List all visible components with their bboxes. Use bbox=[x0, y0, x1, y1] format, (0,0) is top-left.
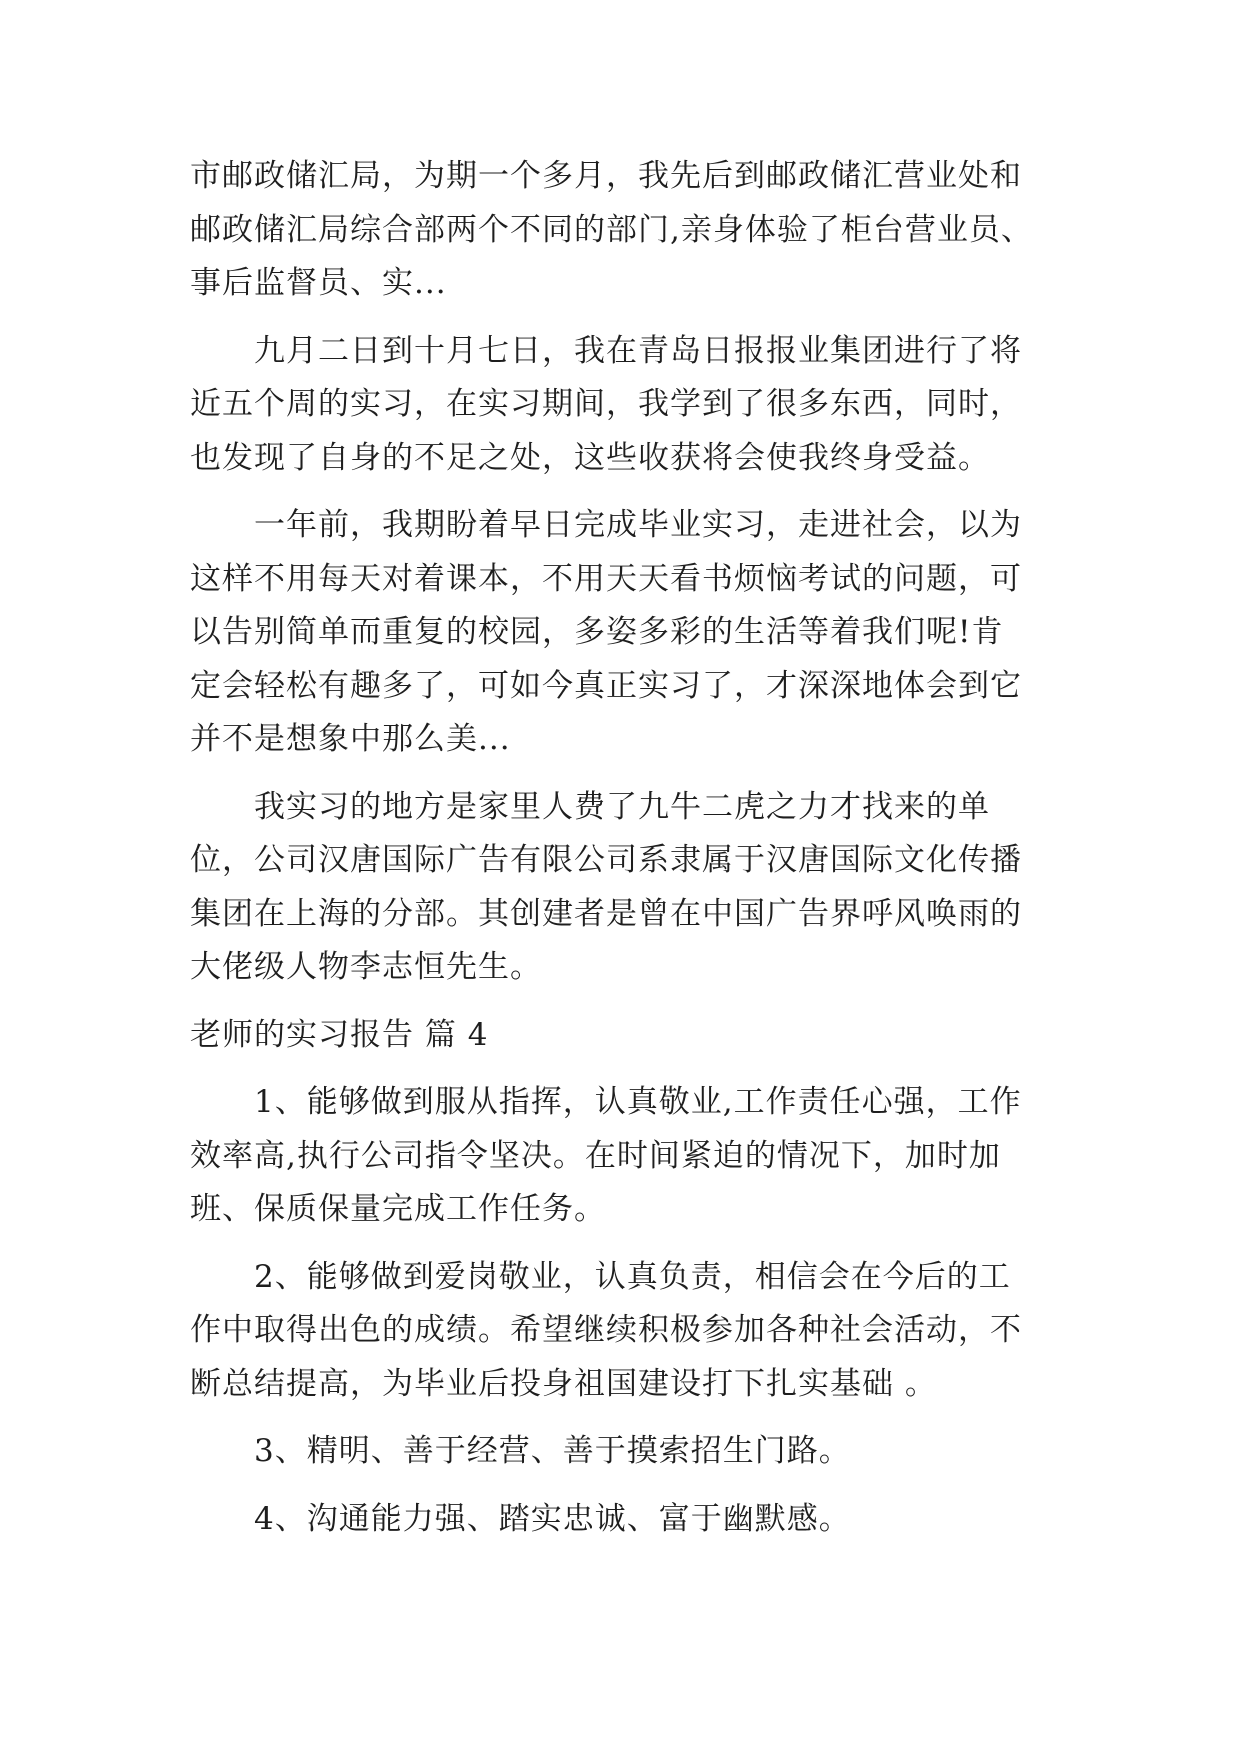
document-body bbox=[190, 150, 1070, 1560]
text-line: 以告别简单而重复的校园，多姿多彩的生活等着我们呢!肯 bbox=[190, 614, 1004, 650]
paragraph-5 bbox=[190, 1076, 1070, 1237]
text-line: 也发现了自身的不足之处，这些收获将会使我终身受益。 bbox=[190, 439, 990, 476]
text-line: 效率高,执行公司指令坚决。在时间紧迫的情况下，加时加 bbox=[190, 1137, 1001, 1174]
section-heading: 老师的实习报告 篇 4 bbox=[190, 1016, 489, 1053]
text-line: 3、精明、善于经营、善于摸索招生门路。 bbox=[254, 1433, 851, 1469]
paragraph-2 bbox=[190, 325, 1070, 486]
text-line: 位，公司汉唐国际广告有限公司系隶属于汉唐国际文化传播 bbox=[190, 842, 1022, 878]
text-line: 断总结提高，为毕业后投身祖国建设打下扎实基础 。 bbox=[190, 1365, 937, 1402]
paragraph-6 bbox=[190, 1251, 1070, 1412]
text-line: 1、能够做到服从指挥，认真敬业,工作责任心强，工作 bbox=[254, 1084, 1022, 1120]
text-line: 2、能够做到爱岗敬业，认真负责，相信会在今后的工 bbox=[254, 1258, 1011, 1295]
text-line: 市邮政储汇局，为期一个多月，我先后到邮政储汇营业处和 bbox=[190, 158, 1022, 194]
text-line: 九月二日到十月七日，我在青岛日报报业集团进行了将 bbox=[254, 332, 1022, 369]
paragraph-4 bbox=[190, 781, 1070, 995]
paragraph-1 bbox=[190, 150, 1070, 311]
text-line: 一年前，我期盼着早日完成毕业实习，走进社会，以为 bbox=[254, 507, 1022, 543]
text-line: 近五个周的实习，在实习期间，我学到了很多东西，同时， bbox=[190, 386, 1022, 422]
text-line: 这样不用每天对着课本，不用天天看书烦恼考试的问题，可 bbox=[190, 560, 1022, 597]
text-line: 并不是想象中那么美... bbox=[190, 721, 511, 757]
paragraph-7 bbox=[190, 1425, 1070, 1479]
text-line: 大佬级人物李志恒先生。 bbox=[190, 949, 542, 985]
text-line: 我实习的地方是家里人费了九牛二虎之力才找来的单 bbox=[254, 788, 990, 825]
text-line: 4、沟通能力强、踏实忠诚、富于幽默感。 bbox=[254, 1500, 851, 1537]
paragraph-3 bbox=[190, 499, 1070, 767]
text-line: 定会轻松有趣多了，可如今真正实习了，才深深地体会到它 bbox=[190, 667, 1022, 704]
text-line: 集团在上海的分部。其创建者是曾在中国广告界呼风唤雨的 bbox=[190, 895, 1022, 932]
text-line: 作中取得出色的成绩。希望继续积极参加各种社会活动，不 bbox=[190, 1312, 1022, 1348]
text-line: 班、保质保量完成工作任务。 bbox=[190, 1191, 606, 1227]
paragraph-8 bbox=[190, 1493, 1070, 1547]
text-line: 事后监督员、实... bbox=[190, 265, 447, 301]
text-line: 邮政储汇局综合部两个不同的部门,亲身体验了柜台营业员、 bbox=[190, 211, 1033, 248]
